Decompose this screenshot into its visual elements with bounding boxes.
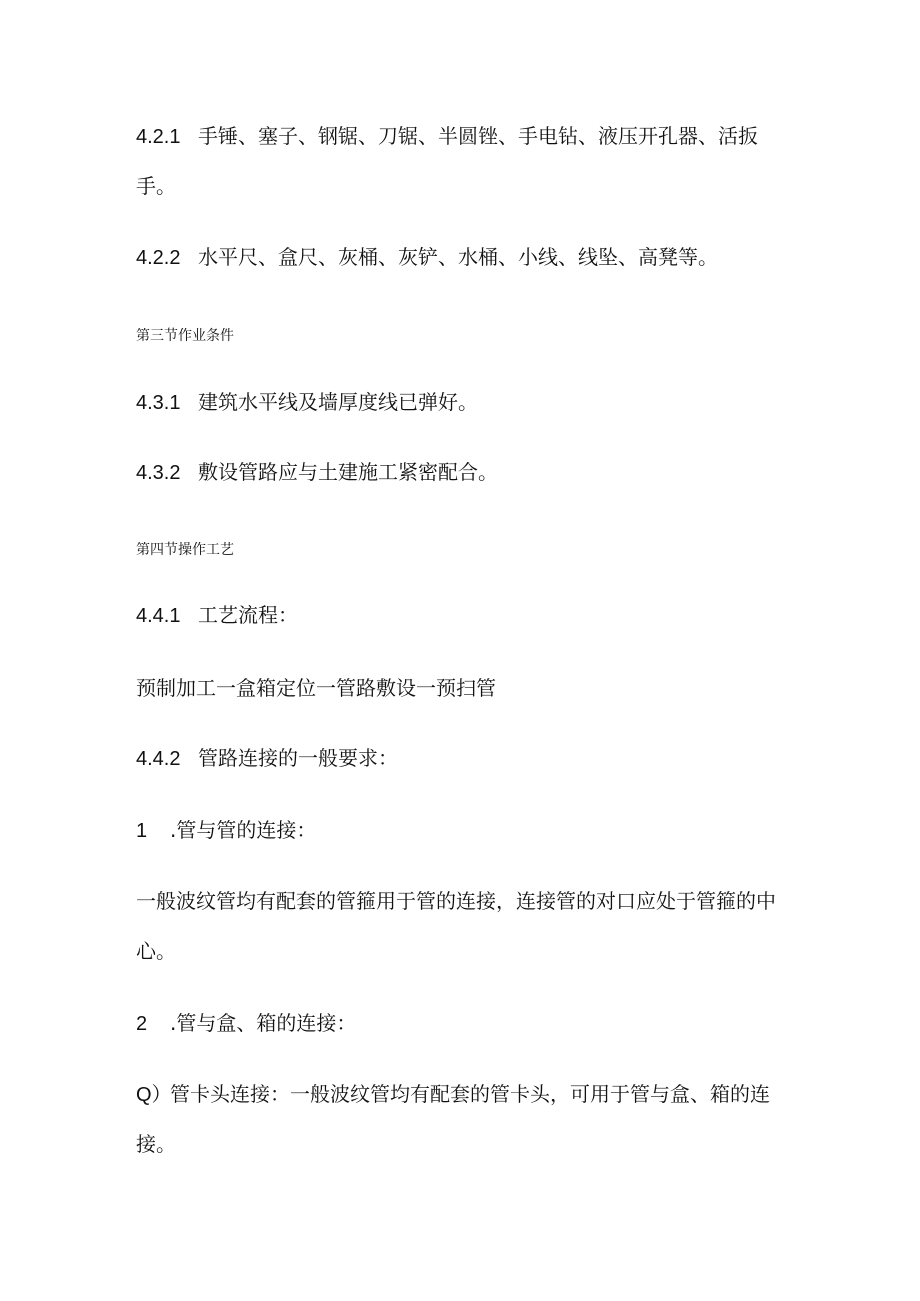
paragraph-text: 预制加工一盒箱定位一管路敷设一预扫管 [136, 676, 496, 700]
list-number: 2 [136, 1013, 148, 1035]
clause-number: 4.3.1 [136, 392, 181, 414]
paragraph-text: 建筑水平线及墙厚度线已弹好。 [198, 390, 478, 414]
clause-number: 4.3.2 [136, 462, 181, 484]
process-flow [136, 676, 496, 700]
paragraph-text: 管卡头连接：一般波纹管均有配套的管卡头，可用于管与盒、箱的连 [170, 1082, 770, 1106]
paragraph-4-2-2 [136, 245, 718, 270]
list-item-2 [136, 1011, 356, 1036]
paragraph-4-4-1 [136, 603, 298, 628]
paragraph-pipe-coupling [136, 889, 776, 913]
paragraph-text: .管与管的连接： [170, 818, 317, 842]
clause-number: 4.4.1 [136, 605, 181, 627]
section-heading-4 [136, 541, 234, 559]
paragraph-4-3-2 [136, 460, 498, 485]
section-heading-text: 第三节作业条件 [136, 328, 234, 344]
paragraph-text: 手。 [136, 174, 176, 198]
paragraph-text: 工艺流程： [198, 603, 298, 627]
paragraph-text: .管与盒、箱的连接： [170, 1011, 357, 1035]
paragraph-text: 水平尺、盒尺、灰桶、灰铲、水桶、小线、线坠、高凳等。 [198, 245, 718, 269]
paragraph-continuation [136, 939, 176, 963]
section-heading-3 [136, 327, 234, 345]
clause-number: 4.2.2 [136, 247, 181, 269]
clause-number: 4.2.1 [136, 126, 181, 148]
paragraph-4-3-1 [136, 390, 478, 415]
paragraph-continuation [136, 174, 176, 198]
list-item-1 [136, 818, 316, 843]
list-number: 1 [136, 820, 148, 842]
paragraph-text: 心。 [136, 939, 176, 963]
section-heading-text: 第四节操作工艺 [136, 542, 234, 558]
paragraph-text: 手锤、塞子、钢锯、刀锯、半圆锉、手电钻、液压开孔器、活扳 [198, 124, 758, 148]
clause-number: 4.4.2 [136, 748, 181, 770]
paragraph-text: 接。 [136, 1132, 176, 1156]
paragraph-4-4-2 [136, 746, 398, 771]
list-item-q [136, 1082, 770, 1107]
paragraph-text: 管路连接的一般要求： [198, 746, 398, 770]
paragraph-continuation [136, 1132, 176, 1156]
list-marker: Q） [136, 1084, 172, 1106]
paragraph-text: 一般波纹管均有配套的管箍用于管的连接，连接管的对口应处于管箍的中 [136, 889, 776, 913]
paragraph-4-2-1 [136, 124, 758, 149]
paragraph-text: 敷设管路应与土建施工紧密配合。 [198, 460, 498, 484]
